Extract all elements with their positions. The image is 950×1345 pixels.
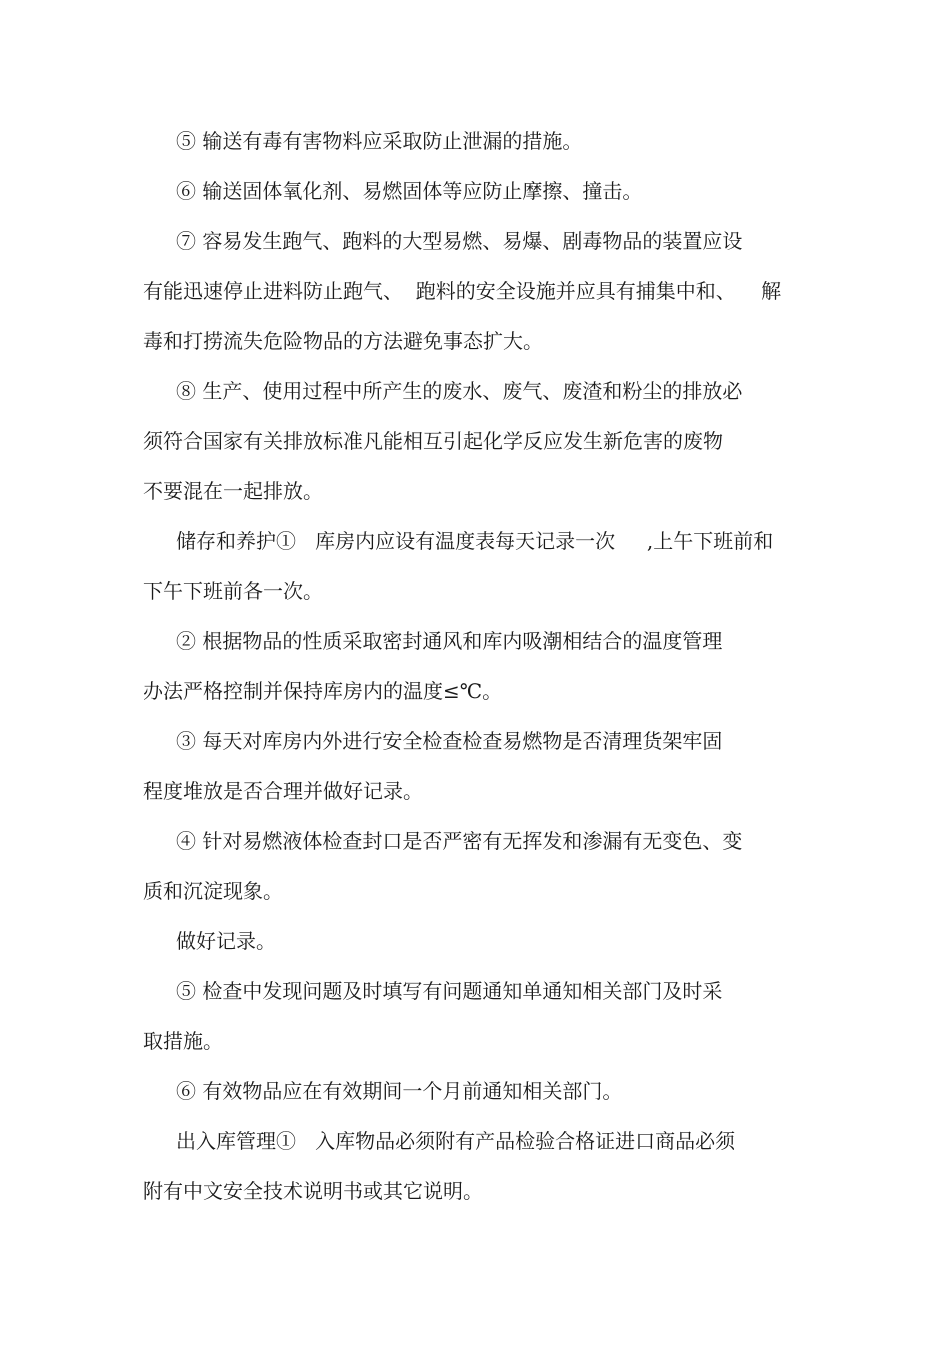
text-line: 不要混在一起排放。 [143, 479, 323, 503]
text-line: ⑥ 有效物品应在有效期间一个月前通知相关部门。 [176, 1079, 623, 1103]
text-line: 质和沉淀现象。 [143, 879, 283, 903]
text-line: 毒和打捞流失危险物品的方法避免事态扩大。 [143, 329, 543, 353]
text-line: ⑧ 生产、使用过程中所产生的废水、废气、废渣和粉尘的排放必 [176, 379, 743, 403]
text-line: 取措施。 [143, 1029, 223, 1053]
text-line: ⑦ 容易发生跑气、跑料的大型易燃、易爆、剧毒物品的装置应设 [176, 229, 743, 253]
text-line: ⑤ 检查中发现问题及时填写有问题通知单通知相关部门及时采 [176, 979, 723, 1003]
text-line: 须符合国家有关排放标准凡能相互引起化学反应发生新危害的废物 [143, 429, 723, 453]
text-line: 下午下班前各一次。 [143, 579, 323, 603]
text-line: 做好记录。 [176, 929, 276, 953]
text-line: 有能迅速停止进料防止跑气、 跑料的安全设施并应具有捕集中和、 解 [143, 279, 782, 303]
text-line: 出入库管理① 入库物品必须附有产品检验合格证进口商品必须 [176, 1129, 736, 1153]
text-line: ④ 针对易燃液体检查封口是否严密有无挥发和渗漏有无变色、变 [176, 829, 743, 853]
text-line: ⑥ 输送固体氧化剂、易燃固体等应防止摩擦、撞击。 [176, 179, 643, 203]
text-line: 储存和养护① 库房内应设有温度表每天记录一次 ,上午下班前和 [176, 529, 774, 553]
text-line: ③ 每天对库房内外进行安全检查检查易燃物是否清理货架牢固 [176, 729, 723, 753]
text-line: 程度堆放是否合理并做好记录。 [143, 779, 423, 803]
text-line: 办法严格控制并保持库房内的温度≤℃。 [143, 679, 503, 703]
text-line: ② 根据物品的性质采取密封通风和库内吸潮相结合的温度管理 [176, 629, 723, 653]
text-line: ⑤ 输送有毒有害物料应采取防止泄漏的措施。 [176, 129, 583, 153]
text-line: 附有中文安全技术说明书或其它说明。 [143, 1179, 483, 1203]
